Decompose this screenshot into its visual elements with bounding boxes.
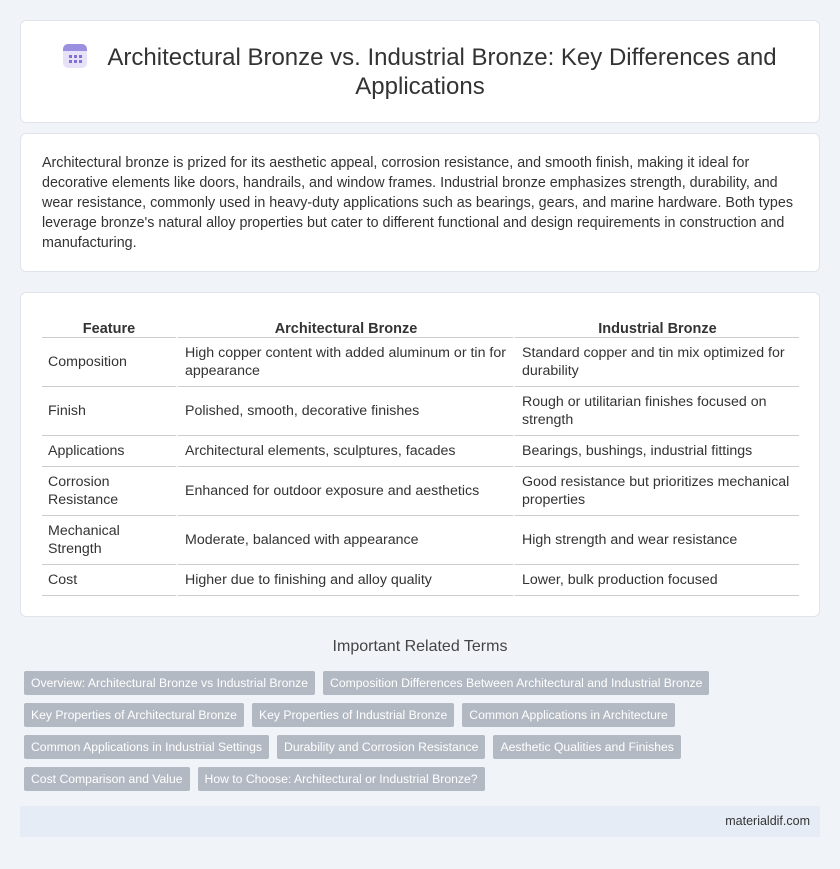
intro-paragraph: Architectural bronze is prized for its aesthetic appeal, corrosion resistance, and smooth finish, making it ideal for decorative elements like doors, handrails, and window frames. Industrial bronze emphasizes strength, durability, and wear resistance, commonly used in heavy-duty applications such as bearings, gears, and marine hardware. Both types leverage bronze's natural alloy properties but cater to different functional and design requirements in construction and manufacturing. bbox=[42, 155, 793, 251]
tag-how-to-choose[interactable]: How to Choose: Architectural or Industrial Bronze? bbox=[198, 767, 485, 791]
tag-composition-differences[interactable]: Composition Differences Between Architectural and Industrial Bronze bbox=[323, 671, 709, 695]
comparison-table-card bbox=[20, 292, 820, 617]
tag-durability[interactable]: Durability and Corrosion Resistance bbox=[277, 735, 485, 759]
architectural-cell: Architectural elements, sculptures, facades bbox=[176, 436, 513, 467]
footer bbox=[20, 806, 820, 837]
tag-cost-comparison[interactable]: Cost Comparison and Value bbox=[24, 767, 190, 791]
feature-cell: Mechanical Strength bbox=[42, 516, 176, 565]
industrial-cell: Standard copper and tin mix optimized for durability bbox=[513, 338, 799, 387]
industrial-cell: Bearings, bushings, industrial fittings bbox=[513, 436, 799, 467]
tag-aesthetic-finishes[interactable]: Aesthetic Qualities and Finishes bbox=[493, 735, 680, 759]
architectural-cell: Polished, smooth, decorative finishes bbox=[176, 387, 513, 436]
feature-cell: Finish bbox=[42, 387, 176, 436]
table-row bbox=[42, 387, 799, 436]
table-row bbox=[42, 565, 799, 596]
industrial-cell: Good resistance but prioritizes mechanical properties bbox=[513, 467, 799, 516]
document-grid-icon bbox=[63, 44, 87, 68]
header-card bbox=[20, 20, 820, 123]
header-feature: Feature bbox=[42, 316, 176, 338]
architectural-cell: Higher due to finishing and alloy quality bbox=[176, 565, 513, 596]
tag-industrial-properties[interactable]: Key Properties of Industrial Bronze bbox=[252, 703, 454, 727]
table-row bbox=[42, 467, 799, 516]
related-terms-title: Important Related Terms bbox=[332, 638, 508, 655]
architectural-cell: High copper content with added aluminum or tin for appearance bbox=[176, 338, 513, 387]
page-title: Architectural Bronze vs. Industrial Bronze: Key Differences and Applications bbox=[107, 44, 777, 100]
architectural-cell: Enhanced for outdoor exposure and aesthetics bbox=[176, 467, 513, 516]
feature-cell: Cost bbox=[42, 565, 176, 596]
tag-row bbox=[24, 703, 814, 727]
page-title-wrap bbox=[21, 43, 819, 101]
industrial-cell: Lower, bulk production focused bbox=[513, 565, 799, 596]
table-row bbox=[42, 436, 799, 467]
tag-overview[interactable]: Overview: Architectural Bronze vs Industrial Bronze bbox=[24, 671, 315, 695]
tag-architecture-applications[interactable]: Common Applications in Architecture bbox=[462, 703, 674, 727]
tag-industrial-applications[interactable]: Common Applications in Industrial Settings bbox=[24, 735, 269, 759]
header-industrial-bronze: Industrial Bronze bbox=[513, 316, 799, 338]
table-row bbox=[42, 516, 799, 565]
header-architectural-bronze: Architectural Bronze bbox=[176, 316, 513, 338]
intro-card bbox=[20, 133, 820, 272]
feature-cell: Corrosion Resistance bbox=[42, 467, 176, 516]
tag-row bbox=[24, 671, 814, 695]
tag-architectural-properties[interactable]: Key Properties of Architectural Bronze bbox=[24, 703, 244, 727]
feature-cell: Applications bbox=[42, 436, 176, 467]
tag-row bbox=[24, 767, 814, 791]
comparison-table bbox=[42, 316, 799, 596]
architectural-cell: Moderate, balanced with appearance bbox=[176, 516, 513, 565]
industrial-cell: High strength and wear resistance bbox=[513, 516, 799, 565]
related-terms-tags bbox=[24, 671, 814, 799]
industrial-cell: Rough or utilitarian finishes focused on strength bbox=[513, 387, 799, 436]
table-header-row bbox=[42, 316, 799, 338]
feature-cell: Composition bbox=[42, 338, 176, 387]
tag-row bbox=[24, 735, 814, 759]
table-row bbox=[42, 338, 799, 387]
footer-site-name: materialdif.com bbox=[725, 814, 810, 828]
